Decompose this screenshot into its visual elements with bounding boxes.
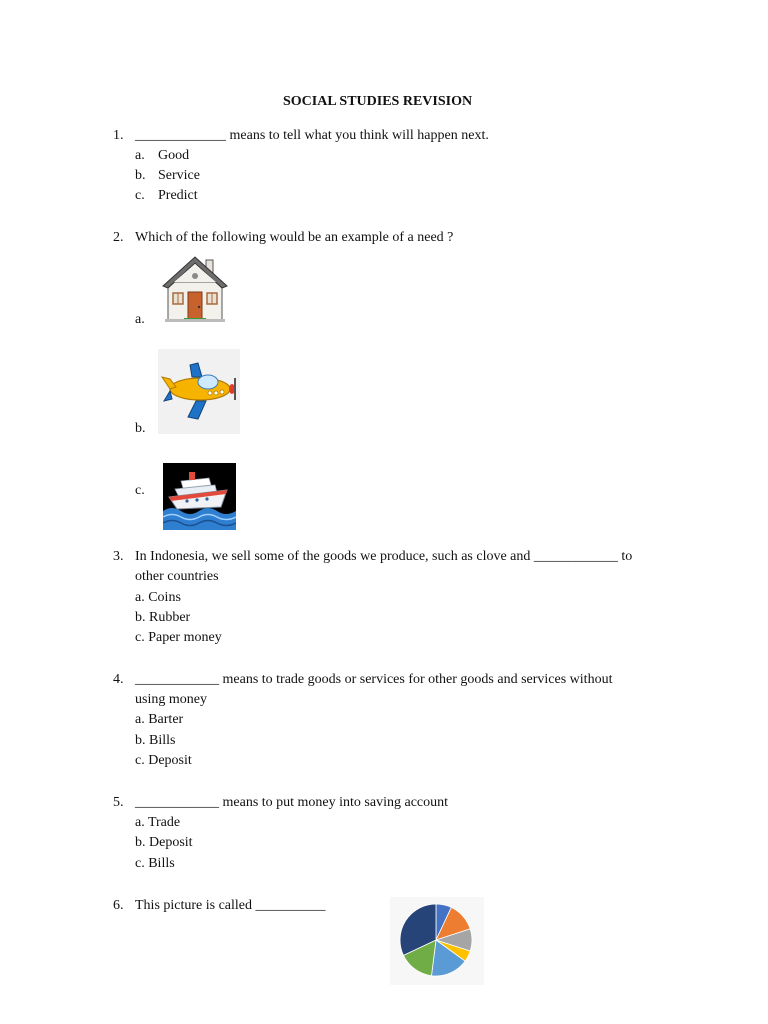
- q4-option-c: c. Deposit: [135, 753, 192, 768]
- question-4-number: 4.: [113, 672, 124, 687]
- question-4-line-2: using money: [135, 692, 207, 707]
- q5-option-c: c. Bills: [135, 856, 175, 871]
- q1-option-b-letter: b.: [135, 168, 146, 183]
- airplane-icon: [158, 349, 240, 434]
- question-3-line-2: other countries: [135, 569, 219, 584]
- q4-option-b: b. Bills: [135, 733, 176, 748]
- q3-option-a: a. Coins: [135, 590, 181, 605]
- question-3-number: 3.: [113, 549, 124, 564]
- question-6-number: 6.: [113, 898, 124, 913]
- ship-icon: [163, 463, 236, 530]
- q3-option-c: c. Paper money: [135, 630, 222, 645]
- question-3-line-1: In Indonesia, we sell some of the goods we produce, such as clove and ____________ to: [135, 549, 633, 564]
- question-5-text: ____________ means to put money into saving account: [135, 795, 449, 810]
- q1-option-c-text: Predict: [158, 188, 198, 203]
- q2-option-c-letter: c.: [135, 483, 145, 498]
- q5-option-b: b. Deposit: [135, 835, 193, 850]
- page-title: SOCIAL STUDIES REVISION: [283, 94, 473, 109]
- q3-option-b: b. Rubber: [135, 610, 191, 625]
- question-1-number: 1.: [113, 128, 124, 143]
- question-5-number: 5.: [113, 795, 124, 810]
- question-6-text: This picture is called __________: [135, 898, 326, 913]
- question-2-text: Which of the following would be an example of a need ?: [135, 230, 454, 245]
- q1-option-a-text: Good: [158, 148, 190, 163]
- q4-option-a: a. Barter: [135, 712, 184, 727]
- q1-option-c-letter: c.: [135, 188, 145, 203]
- pie-chart-icon: [390, 897, 484, 985]
- q1-option-a-letter: a.: [135, 148, 145, 163]
- question-4-line-1: ____________ means to trade goods or services for other goods and services without: [135, 672, 613, 687]
- q5-option-a: a. Trade: [135, 815, 181, 830]
- q2-option-a-letter: a.: [135, 312, 145, 327]
- q1-option-b-text: Service: [158, 168, 200, 183]
- q2-option-b-letter: b.: [135, 421, 146, 436]
- question-1-text: _____________ means to tell what you think will happen next.: [135, 128, 489, 143]
- house-icon: [160, 252, 230, 324]
- question-2-number: 2.: [113, 230, 124, 245]
